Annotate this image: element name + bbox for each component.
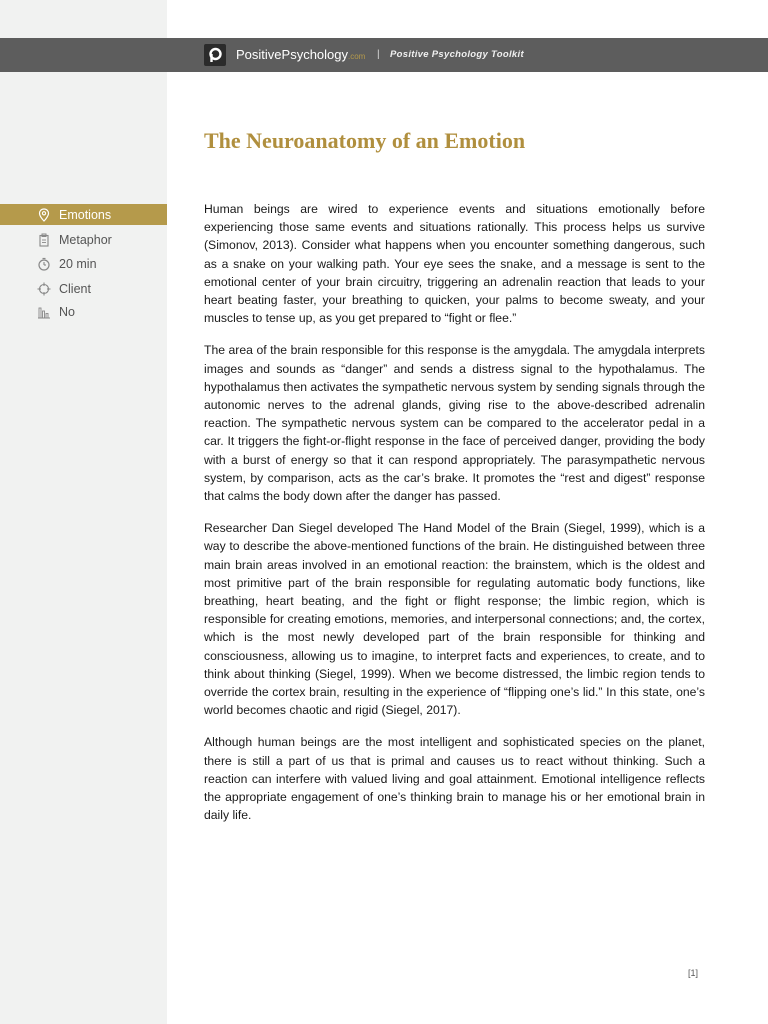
sidebar-item-label: Emotions <box>59 207 112 222</box>
paragraph: Human beings are wired to experience events and situations emotionally before experiencing those same events and situations rationally. This process helps us survive (Simonov, 2013). Consider what happens when you encounter something dangerous, such as a snake on your walking path. Your eye sees the snake, and a message is sent to the emotional center of your brain circuitry, triggering an adrenalin reaction that leads to your heart beating faster, your breathing to quicken, your palms to become sweaty, and your muscles to tense up, as you get prepared to “fight or flee.” <box>204 202 705 326</box>
brand-text: PositivePsychology <box>236 47 348 62</box>
paragraph: Researcher Dan Siegel developed The Hand Model of the Brain (Siegel, 1999), which is a way to describe the above-mentioned functions of the brain. He distinguished between three main brain areas involved in an emotional reaction: the brainstem, which is the oldest and most primitive part of the brain responsible for regulating automatic body functions, like breathing, heart beating, and the fight or flight response; the limbic region, which is responsible for creating emotions, memories, and interpersonal connections; and, the cortex, which is the most newly developed part of the brain responsible for thinking and consciousness, allowing us to imagine, to interpret facts and experiences, to create, and to think about thinking (Siegel, 1999). When we become distressed, the limbic region tends to override the cortex brain, resulting in the experience of “flipping one’s lid.” In this state, one’s world becomes chaotic and rigid (Siegel, 2017). <box>204 521 705 718</box>
paragraph: Although human beings are the most intelligent and sophisticated species on the planet, there is still a part of us that is primal and causes us to react without thinking. Such a reaction can interfere with valued living and goal attainment. Emotional intelligence reflects the appropriate engagement of one’s thinking brain to manage his or her emotional brain in daily life. <box>204 735 705 823</box>
paragraph: The area of the brain responsible for this response is the amygdala. The amygdala interprets images and sounds as “danger” and sends a distress signal to the hypothalamus. The hypothalamus then activates the sympathetic nervous system by sending signals through the autonomic nerves to the adrenal glands, giving rise to the above-described adrenalin reaction. The sympathetic nervous system can be compared to the accelerator pedal in a car. It triggers the fight-or-flight response in the face of perceived danger, providing the body with a burst of energy so that it can respond appropriately. The parasympathetic nervous system, by comparison, acts as the car’s brake. It promotes the “rest and digest” response that calms the body down after the danger has passed. <box>204 343 705 504</box>
sidebar-item-emotions <box>0 204 167 225</box>
brand-suffix: .com <box>348 52 366 61</box>
stopwatch-icon <box>36 256 52 272</box>
clipboard-icon <box>36 232 52 248</box>
page-reference: [1] <box>688 968 699 978</box>
article-body <box>204 200 705 839</box>
logo-icon <box>204 44 226 66</box>
crosshair-icon <box>36 281 52 297</box>
sidebar <box>0 0 167 1024</box>
sidebar-item-duration <box>0 253 167 274</box>
header-separator: | <box>377 49 380 60</box>
sidebar-item-metaphor <box>0 229 167 250</box>
header-bar <box>0 38 768 72</box>
brand-name <box>236 47 365 65</box>
bar-chart-icon <box>36 304 52 320</box>
sidebar-item-label: No <box>59 304 75 319</box>
sidebar-item-no <box>0 301 167 322</box>
sidebar-item-label: 20 min <box>59 256 97 271</box>
page-title: The Neuroanatomy of an Emotion <box>204 128 526 153</box>
sidebar-item-label: Client <box>59 281 91 296</box>
location-pin-icon <box>36 207 52 223</box>
sidebar-item-label: Metaphor <box>59 232 112 247</box>
toolkit-label: Positive Psychology Toolkit <box>390 49 524 60</box>
sidebar-item-client <box>0 278 167 299</box>
